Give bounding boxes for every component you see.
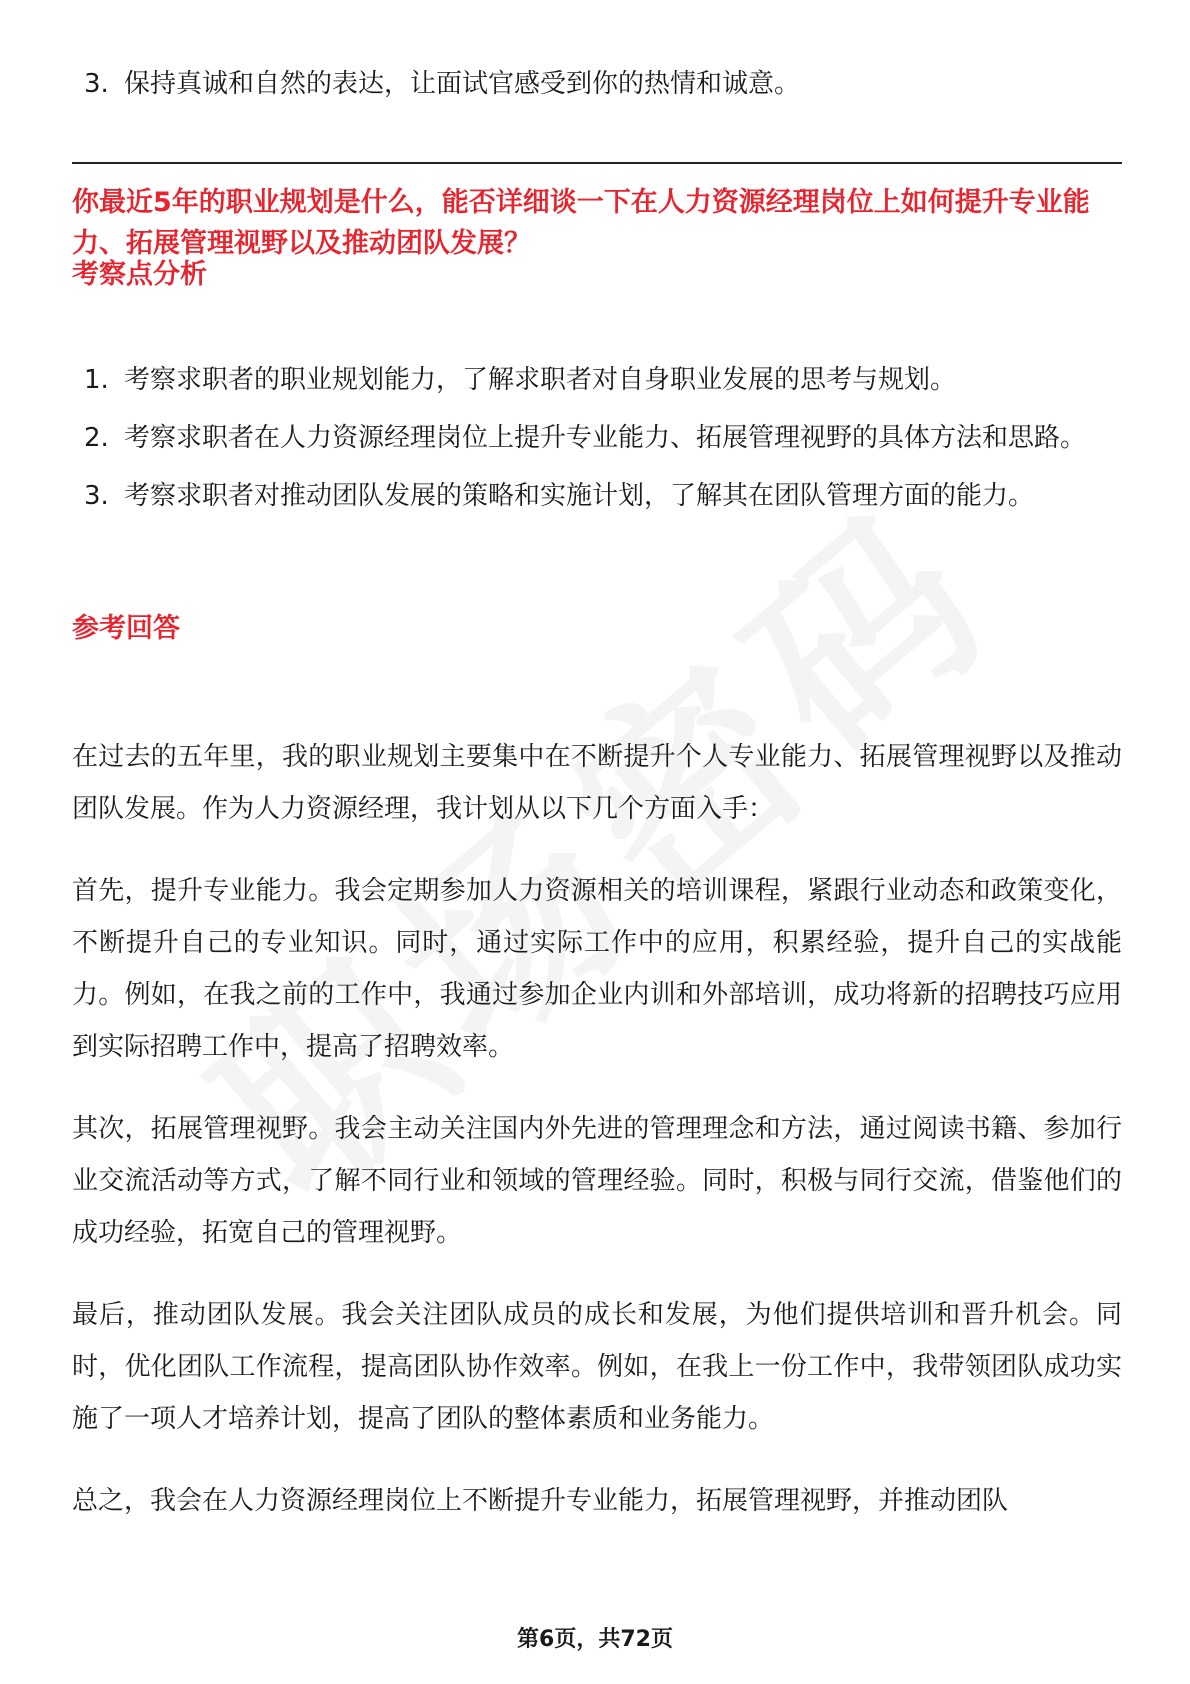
answer-paragraph: 首先，提升专业能力。我会定期参加人力资源相关的培训课程，紧跟行业动态和政策变化，不断提升自己的专业知识。同时，通过实际工作中的应用，积累经验，提升自己的实战能力。例如，在我之前的工作中，我通过参加企业内训和外部培训，成功将新的招聘技巧应用到实际招聘工作中，提高了招聘效率。 [72, 876, 1122, 1062]
list-item [84, 352, 1124, 408]
list-item-number: 2. [84, 423, 109, 453]
list-item-number: 1. [84, 365, 109, 395]
list-item-number: 3. [84, 481, 109, 511]
section-divider [72, 162, 1122, 164]
previous-list-item [84, 62, 800, 106]
answer-body [72, 731, 1122, 1557]
page-footer: 第6页，共72页 [517, 1627, 673, 1652]
list-item-number: 3. [84, 69, 109, 99]
list-item-text: 考察求职者对推动团队发展的策略和实施计划，了解其在团队管理方面的能力。 [124, 481, 1035, 511]
answer-heading: 参考回答 [72, 613, 180, 644]
list-item [84, 468, 1124, 524]
answer-paragraph: 其次，拓展管理视野。我会主动关注国内外先进的管理理念和方法，通过阅读书籍、参加行业交流活动等方式，了解不同行业和领域的管理经验。同时，积极与同行交流，借鉴他们的成功经验，拓宽自己的管理视野。 [72, 1114, 1122, 1248]
analysis-heading: 考察点分析 [72, 259, 207, 290]
analysis-list [84, 352, 1124, 526]
answer-paragraph: 在过去的五年里，我的职业规划主要集中在不断提升个人专业能力、拓展管理视野以及推动团队发展。作为人力资源经理，我计划从以下几个方面入手： [72, 742, 1122, 824]
answer-paragraph: 最后，推动团队发展。我会关注团队成员的成长和发展，为他们提供培训和晋升机会。同时，优化团队工作流程，提高团队协作效率。例如，在我上一份工作中，我带领团队成功实施了一项人才培养计划，提高了团队的整体素质和业务能力。 [72, 1300, 1122, 1434]
list-item-text: 考察求职者的职业规划能力，了解求职者对自身职业发展的思考与规划。 [124, 365, 957, 395]
list-item-text: 考察求职者在人力资源经理岗位上提升专业能力、拓展管理视野的具体方法和思路。 [124, 423, 1087, 453]
list-item [84, 410, 1124, 466]
question-heading: 你最近5年的职业规划是什么，能否详细谈一下在人力资源经理岗位上如何提升专业能力、拓展管理视野以及推动团队发展？ [72, 187, 1090, 259]
list-item-text: 保持真诚和自然的表达，让面试官感受到你的热情和诚意。 [124, 69, 801, 99]
answer-paragraph: 总之，我会在人力资源经理岗位上不断提升专业能力，拓展管理视野，并推动团队 [72, 1486, 1009, 1516]
